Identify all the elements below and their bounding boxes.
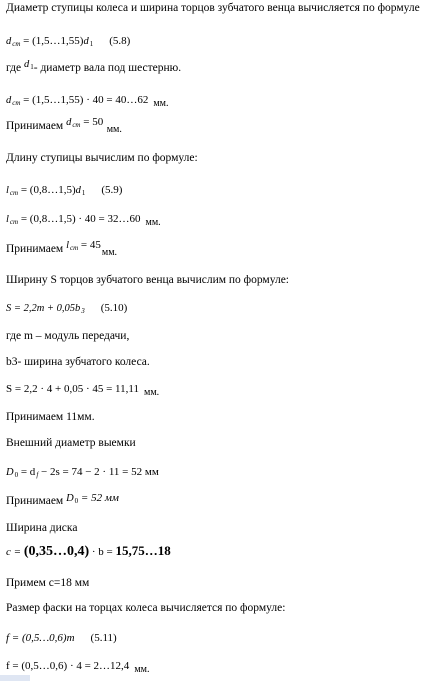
- paragraph-outer-diameter: Внешний диаметр выемки: [6, 437, 136, 449]
- paragraph-where-m: где m – модуль передачи,: [6, 330, 130, 342]
- formula-f-calc: f = (0,5…0,6) · 4 = 2…12,4 мм.: [6, 660, 150, 675]
- paragraph-hub-length: Длину ступицы вычислим по формуле:: [6, 152, 198, 164]
- paragraph-where-d1: где d1- диаметр вала под шестерню.: [6, 59, 182, 74]
- scroll-marker: [0, 675, 30, 681]
- paragraph-chamfer: Размер фаски на торцах колеса вычисляется по формуле:: [6, 602, 286, 614]
- paragraph-accept-lst: Принимаем lст = 45мм.: [6, 239, 118, 258]
- formula-5-10: S = 2,2m + 0,05b3 (5.10): [6, 302, 128, 315]
- paragraph-accept-d0: Принимаем D0 = 52 мм: [6, 492, 119, 507]
- paragraph-rim-width: Ширину S торцов зубчатого венца вычислим по формуле:: [6, 274, 289, 286]
- paragraph-accept-dst: Принимаем dст = 50 мм.: [6, 116, 122, 135]
- paragraph-accept-s: Принимаем 11мм.: [6, 411, 95, 423]
- formula-c-calc: c = (0,35…0,4) · b = 15,75…18: [6, 543, 171, 559]
- formula-s-calc: S = 2,2 · 4 + 0,05 · 45 = 11,11 мм.: [6, 383, 160, 398]
- paragraph-b3: b3- ширина зубчатого колеса.: [6, 356, 150, 368]
- formula-d0-calc: D0 = df − 2s = 74 − 2 · 11 = 52 мм: [6, 466, 159, 479]
- formula-5-8: dст = (1,5…1,55)d1 (5.8): [6, 35, 131, 48]
- paragraph-disk-width: Ширина диска: [6, 522, 78, 534]
- formula-5-9: lст = (0,8…1,5)d1 (5.9): [6, 184, 123, 197]
- formula-dst-calc: dст = (1,5…1,55) · 40 = 40…62 мм.: [6, 94, 169, 109]
- formula-lst-calc: lст = (0,8…1,5) · 40 = 32…60 мм.: [6, 213, 161, 228]
- paragraph-intro: Диаметр ступицы колеса и ширина торцов зубчатого венца вычисляется по формуле: [6, 2, 420, 14]
- formula-5-11: f = (0,5…0,6)m (5.11): [6, 632, 117, 644]
- paragraph-accept-c: Примем с=18 мм: [6, 577, 90, 589]
